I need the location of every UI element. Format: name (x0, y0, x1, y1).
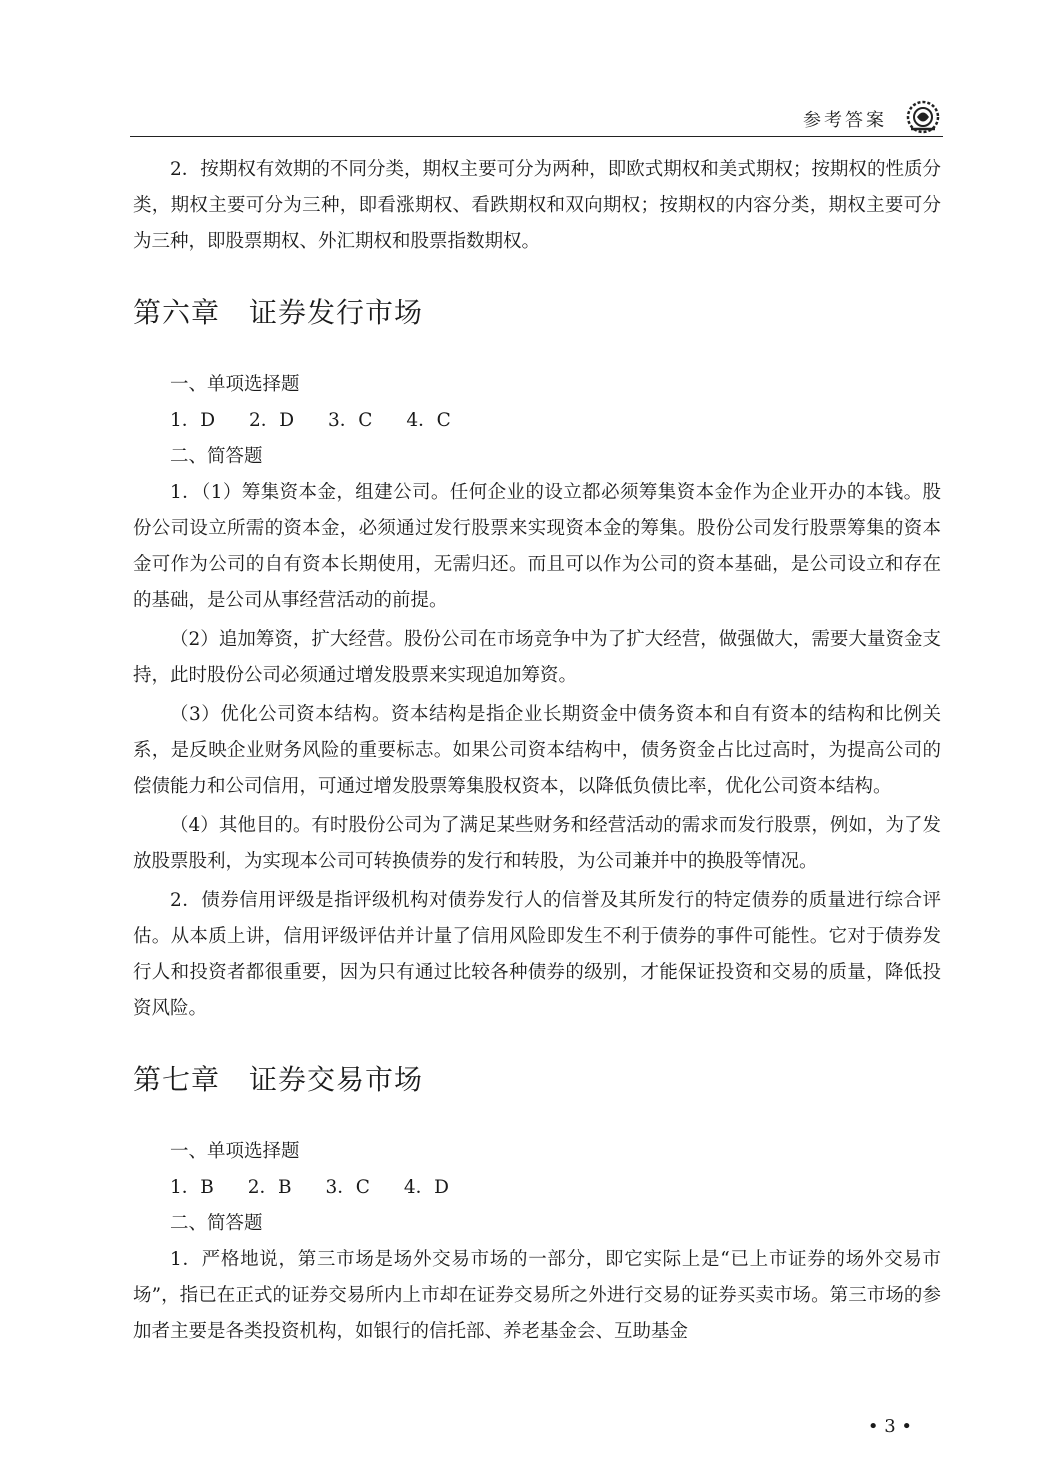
running-header-title: 参考答案 (803, 110, 887, 131)
ch6-paragraph: 2．债券信用评级是指评级机构对债券发行人的信誉及其所发行的特定债券的质量进行综合评估。从本质上讲，信用评级评估并计量了信用风险即发生不利于债券的事件可能性。它对于债券发行人和投资者都很重要，因为只有通过比较各种债券的级别，才能保证投资和交易的质量，降低投资风险。 (133, 890, 941, 1019)
ch6-answer: 4．C (406, 410, 451, 431)
ch7-paragraph: 1．严格地说，第三市场是场外交易市场的一部分，即它实际上是“已上市证券的场外交易市场”，指已在正式的证券交易所内上市却在证券交易所之外进行交易的证券买卖市场。第三市场的参加者主要是各类投资机构，如银行的信托部、养老基金会、互助基金 (133, 1249, 941, 1342)
ch7-answer: 1．B (170, 1177, 214, 1198)
ch6-section-short-answer: 二、简答题 (170, 446, 263, 467)
chapter-7-title: 第七章 证券交易市场 (133, 1063, 424, 1096)
ch6-paragraph: 1．（1）筹集资本金，组建公司。任何企业的设立都必须筹集资本金作为企业开办的本钱。股份公司设立所需的资本金，必须通过发行股票来实现资本金的筹集。股份公司发行股票筹集的资本金可作为公司的自有资本长期使用，无需归还。而且可以作为公司的资本基础，是公司设立和存在的基础，是公司从事经营活动的前提。 (133, 482, 941, 611)
ch6-answer-list (133, 403, 941, 439)
page-number: • 3 • (867, 1416, 913, 1437)
ch6-answer: 1．D (170, 410, 216, 431)
ch6-paragraph: （3）优化公司资本结构。资本结构是指企业长期资金中债务资本和自有资本的结构和比例关系，是反映企业财务风险的重要标志。如果公司资本结构中，债务资金占比过高时，为提高公司的偿债能力和公司信用，可通过增发股票筹集股权资本，以降低负债比率，优化公司资本结构。 (133, 704, 941, 797)
ch7-section-choice: 一、单项选择题 (170, 1141, 300, 1162)
ch6-paragraph: （4）其他目的。有时股份公司为了满足某些财务和经营活动的需求而发行股票，例如，为了发放股票股利，为实现本公司可转换债券的发行和转股，为公司兼并中的换股等情况。 (133, 815, 941, 872)
page-content (133, 152, 941, 1350)
ch7-answer-list (133, 1170, 941, 1206)
intro-paragraph: 2．按期权有效期的不同分类，期权主要可分为两种，即欧式期权和美式期权；按期权的性质分类，期权主要可分为三种，即看涨期权、看跌期权和双向期权；按期权的内容分类，期权主要可分为三种，即股票期权、外汇期权和股票指数期权。 (133, 159, 941, 252)
ch6-section-choice: 一、单项选择题 (170, 374, 300, 395)
ch7-answer: 3．C (325, 1177, 370, 1198)
page-header (130, 96, 943, 137)
publisher-logo (903, 96, 943, 136)
ch6-answer: 3．C (328, 410, 373, 431)
chapter-6-title: 第六章 证券发行市场 (133, 296, 424, 329)
ch7-section-short-answer: 二、简答题 (170, 1213, 263, 1234)
ch6-paragraph: （2）追加筹资，扩大经营。股份公司在市场竞争中为了扩大经营，做强做大，需要大量资金支持，此时股份公司必须通过增发股票来实现追加筹资。 (133, 629, 941, 686)
ch7-answer: 4．D (403, 1177, 449, 1198)
ch7-answer: 2．B (247, 1177, 292, 1198)
ch6-answer: 2．D (249, 410, 295, 431)
